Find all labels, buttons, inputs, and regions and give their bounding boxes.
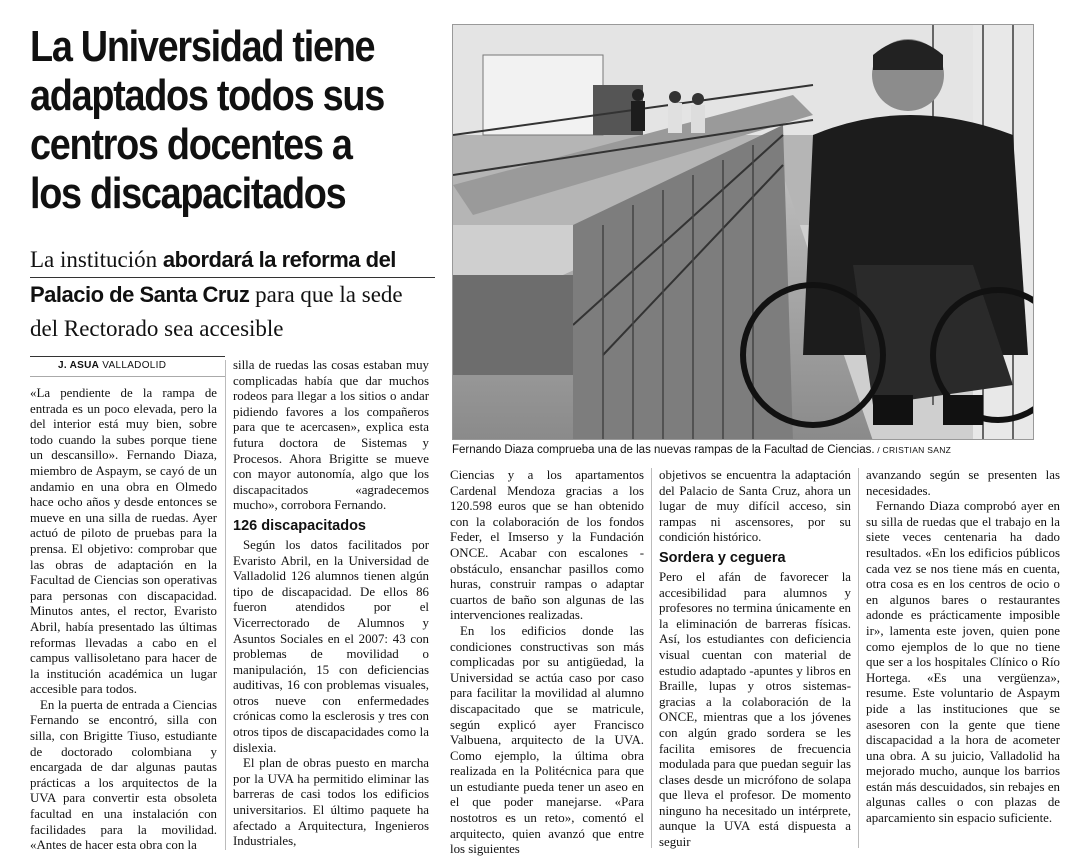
paragraph: Pero el afán de favorecer la accesibilidad para alumnos y profesores no termina únicamente en la eliminación de barreras físicas. Así, los estudiantes con deficiencia visual cuentan con material de estudio adaptado -apuntes y libros en Braille, lupas y otros sistemas- gracias a la colaboración de la ONCE, mientras que a los jóvenes con algún grado sordera se les facilita emisores de frecuencia modulada para que puedan seguir las clases desde un micrófono de solapa que lleva el profesor. De momento ninguno ha necesitado un intérprete, aunque la UVA está dispuesta a seguir xyxy=(659,569,851,850)
paragraph: objetivos se encuentra la adaptación del Palacio de Santa Cruz, ahora un lugar de muy difícil acceso, sin rampas ni ascensores, por su condición histórico. xyxy=(659,468,851,545)
subhead-line-3: del Rectorado sea accesible xyxy=(30,316,284,341)
photo-wheelchair-ramp xyxy=(453,25,1034,440)
paragraph: Ciencias y a los apartamentos Cardenal Mendoza gracias a los 120.598 euros que se han obtenido con la colaboración de los fondos Feder, el Imserso y la Fundación ONCE. Acabar con escalones -obstáculo, ensanchar pasillos como huras, construir rampas o adaptar cuartos de baño son algunas de las intervenciones realizadas. xyxy=(450,468,644,623)
photo-credit: / CRISTIAN SANZ xyxy=(874,445,952,455)
headline-line-1: La Universidad tiene xyxy=(30,22,375,71)
subhead-bold: abordará la reforma del xyxy=(162,247,396,272)
column-divider xyxy=(225,360,226,850)
paragraph: Fernando Diaza comprobó ayer en su silla de ruedas que el trabajo en la siete veces centenaria ha dado resultados. «En los edificios públicos cada vez se nos tiene más en cuenta, otra cosa es en los centros de ocio o en algunos bares o restaurantes adonde es prácticamente imposible ir», lamenta este joven, quien pone como ejemplos de lo que no tiene que ser a los hospitales Clínico o Río Hortega. «Es una vergüenza», resume. Este voluntario de Aspaym pide a las instituciones que se asesoren con la gente que tiene discapacidad a la hora de acometer una obra. A su juicio, Valladolid ha mejorado mucho, aunque los barrios están más descuidados, sin rebajes en algunas calles o con plazas de aparcamiento sin espacio suficiente. xyxy=(866,499,1060,826)
paragraph: En los edificios donde las condiciones constructivas son más complicadas por su antigüedad, la Universidad se actúa caso por caso para facilitar la movilidad al alumno discapacitado que se matricule, según explicó ayer Francisco Valbuena, arquitecto de la UVA. Como ejemplo, la última obra realizada en la Politécnica para que un estudiante pueda tener un aseo en el que poder manejarse. «Para nostotros es un reto», comentó el arquitecto, quien avanzó que entre los siguientes xyxy=(450,623,644,857)
paragraph: El plan de obras puesto en marcha por la UVA ha permitido eliminar las barreras de casi todos los edificios universitarios. El último paquete ha afectado a Arquitectura, Ingenieros Industriales, xyxy=(233,756,429,849)
headline-line-3: centros docentes a xyxy=(30,120,352,169)
subhead-line-2 xyxy=(30,278,435,312)
byline xyxy=(30,356,225,377)
news-photo xyxy=(452,24,1034,440)
byline-place: VALLADOLID xyxy=(102,360,167,371)
headline-line-4: los discapacitados xyxy=(30,169,346,218)
paragraph: silla de ruedas las cosas estaban muy complicadas había que dar muchos rodeos para llegar a los sitios o andar pidiendo favores a los compañeros para que te acercasen», explica esta futura doctora de Sistemas y Procesos. Ahora Brigitte se mueve con mayor autonomía, algo que los discapacitados «agradecemos mucho», corrobora Fernando. xyxy=(233,358,429,513)
paragraph: «La pendiente de la rampa de entrada es un poco elevada, pero la del interior está muy bien, sobre todo cuando la subes porque tiene un descansillo». Fernando Diaza, miembro de Aspaym, se cayó de un andamio en una obra en Olmedo hace ocho años y desde entonces se mueve en una silla de ruedas. Ayer actuó de piloto de pruebas para la prensa. El objetivo: comprobar que las obras de adaptación en la Facultad de Ciencias son operativas para personas con discapacidad. Minutos antes, el rector, Evaristo Abril, había presentado las últimas reformas llevadas a cabo en el campus vallisoletano para hacer de la institución académica un lugar accesible para todos. xyxy=(30,386,217,697)
headline xyxy=(30,22,391,218)
subhead-line-1 xyxy=(30,243,435,278)
article-column-1 xyxy=(30,386,217,854)
paragraph: Según los datos facilitados por Evaristo Abril, en la Universidad de Valladolid 126 alumnos tienen algún tipo de discapacidad. De ellos 86 fueron atendidos por el Vicerrectorado de Alumnos y Asuntos Sociales en el 2007: 43 con problemas de movilidad o manipulación, 15 con deficiencias auditivas, 16 con problemas visuales, otros nueve con enfermedades crónicas como la esclerosis y tres con otros tipos de discapacidades como la dislexia. xyxy=(233,537,429,755)
article-column-3 xyxy=(450,468,644,858)
paragraph: En la puerta de entrada a Ciencias Fernando se encontró, silla con silla, con Brigitte Tiuso, estudiante de doctorado colombiana y encargada de dar algunas pautas prácticas a los arquitectos de la UVA para convertir esta obsoleta facultad en una instalación con facilidades para la movilidad. «Antes de hacer esta obra con la xyxy=(30,697,217,853)
subhead-text: La institución xyxy=(30,247,163,272)
byline-author: J. ASUA xyxy=(58,360,100,371)
paragraph: avanzando según se presenten las necesidades. xyxy=(866,468,1060,498)
subhead-bold: Palacio de Santa Cruz xyxy=(30,282,250,307)
subheadline xyxy=(30,243,435,346)
subhead-text: para que la sede xyxy=(249,282,403,307)
photo-caption xyxy=(452,444,1052,456)
article-column-4 xyxy=(659,468,851,851)
caption-text: Fernando Diaza comprueba una de las nuevas rampas de la Facultad de Ciencias. xyxy=(452,444,875,456)
headline-line-2: adaptados todos sus xyxy=(30,71,384,120)
column-divider xyxy=(651,468,652,848)
article-column-5 xyxy=(866,468,1060,827)
section-heading: Sordera y ceguera xyxy=(659,549,786,566)
article-column-2 xyxy=(233,358,429,850)
column-divider xyxy=(858,468,859,848)
section-heading: 126 discapacitados xyxy=(233,517,366,534)
